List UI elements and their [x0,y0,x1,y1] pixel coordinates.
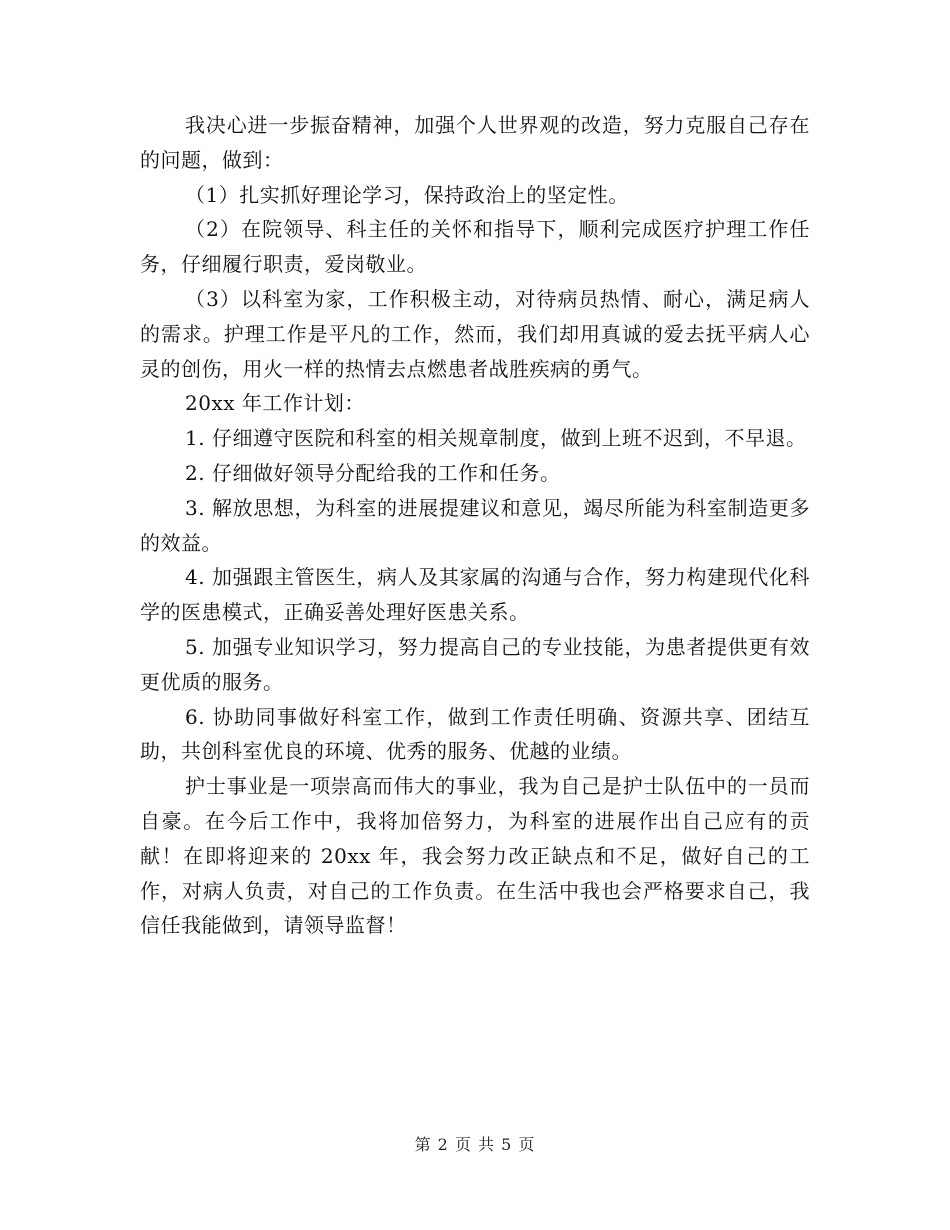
paragraph-point-1: （1）扎实抓好理论学习，保持政治上的坚定性。 [185,182,629,207]
plan-item-6: 6. 协助同事做好科室工作，做到工作责任明确、资源共享、团结互助，共创科室优良的环境、优秀的服务、优越的业绩。 [140,704,810,764]
plan-item-1: 1. 仔细遵守医院和科室的相关规章制度，做到上班不迟到，不早退。 [185,426,807,451]
plan-item-4: 4. 加强跟主管医生，病人及其家属的沟通与合作，努力构建现代化科学的医患模式，正确妥善处理好医患关系。 [140,565,810,625]
plan-item-5: 5. 加强专业知识学习，努力提高自己的专业技能，为患者提供更有效更优质的服务。 [140,634,810,694]
paragraph-conclusion: 护士事业是一项崇高而伟大的事业，我为自己是护士队伍中的一员而自豪。在今后工作中，我将加倍努力，为科室的进展作出自己应有的贡献！在即将迎来的 20xx 年，我会努力改正缺点和不足，做好自己的工作，对病人负责，对自己的工作负责。在生活中我也会严格要求自己，我信任我能做到，请领导监督！ [140,774,810,938]
paragraph-intro: 我决心进一步振奋精神，加强个人世界观的改造，努力克服自己存在的问题，做到： [140,113,810,172]
paragraph-point-2: （2）在院领导、科主任的关怀和指导下，顺利完成医疗护理工作任务，仔细履行职责，爱岗敬业。 [140,217,810,277]
document-body [140,108,810,943]
section-heading-work-plan: 20xx 年工作计划： [185,391,365,416]
paragraph-point-3: （3）以科室为家，工作积极主动，对待病员热情、耐心，满足病人的需求。护理工作是平凡的工作，然而，我们却用真诚的爱去抚平病人心灵的创伤，用火一样的热情去点燃患者战胜疾病的勇气。 [140,286,810,381]
plan-item-3: 3. 解放思想，为科室的进展提建议和意见，竭尽所能为科室制造更多的效益。 [140,495,810,555]
page-number-footer: 第 2 页 共 5 页 [414,1135,536,1154]
plan-item-2: 2. 仔细做好领导分配给我的工作和任务。 [185,460,561,485]
